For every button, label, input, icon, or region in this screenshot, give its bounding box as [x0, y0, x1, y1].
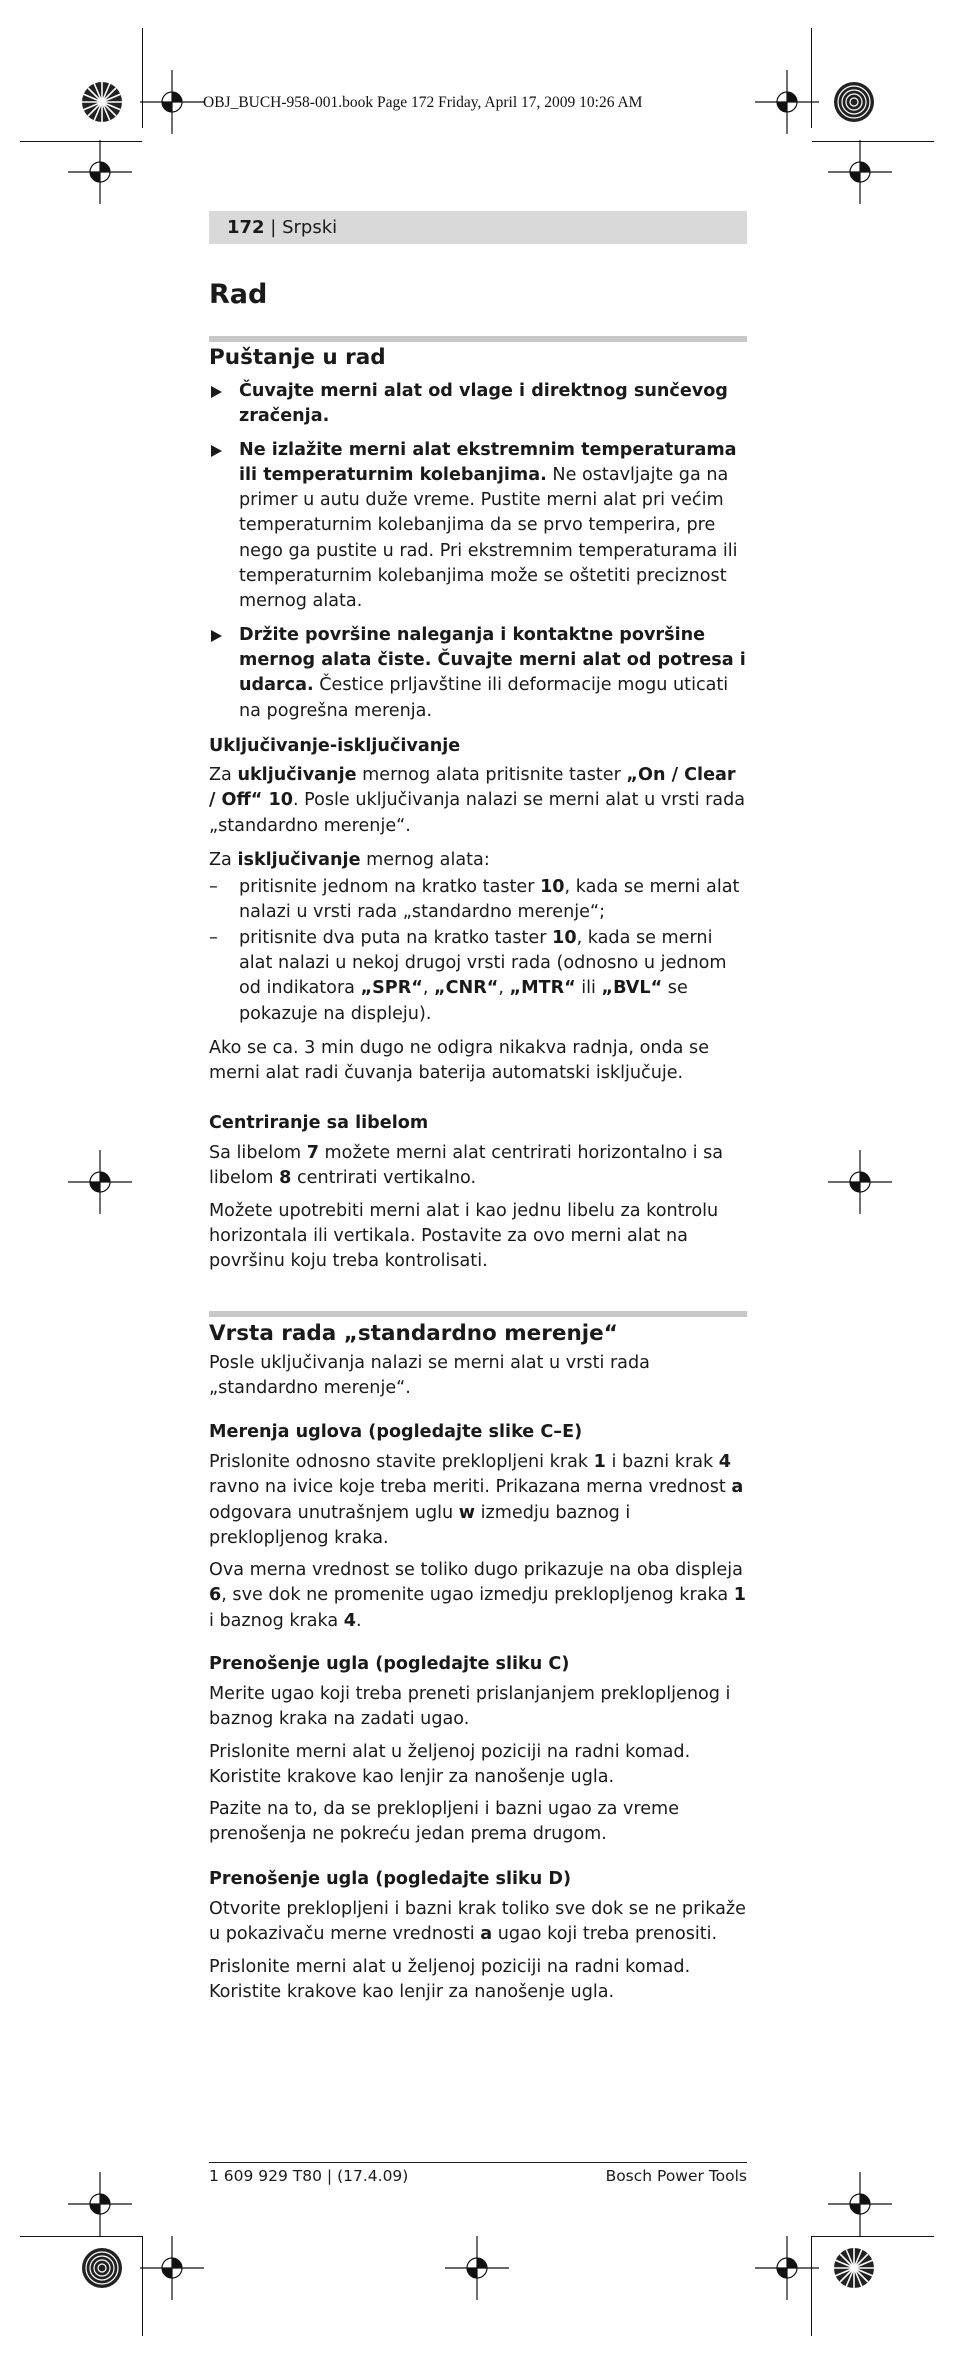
heading-pustanje: Puštanje u rad	[209, 345, 386, 370]
crosshair-mark-right-middle	[828, 1150, 892, 1214]
paragraph: Otvorite preklopljeni i bazni krak toliko sve dok se ne prikaže u pokazivaču merne vrednosti a ugao koji treba prenositi.	[209, 1899, 746, 1945]
heading-prenos-d: Prenošenje ugla (pogledajte sliku D)	[209, 1869, 572, 1889]
starburst-mark-bottom-left	[80, 2246, 124, 2290]
page-header-bar	[209, 211, 747, 244]
section-title: Rad	[209, 279, 268, 310]
heading-onoff: Uključivanje-isključivanje	[209, 736, 461, 756]
page-footer	[209, 2162, 747, 2185]
print-job-header: OBJ_BUCH-958-001.book Page 172 Friday, April 17, 2009 10:26 AM	[203, 94, 643, 111]
list-item: – pritisnite dva puta na kratko taster 10, kada se merni alat nalazi u nekoj drugoj vrsti rada (odnosno u jednom od indikatora „SPR“, „CNR“, „MTR“ ili „BVL“ se pokazuje na displeju).	[209, 927, 727, 1024]
paragraph: Možete upotrebiti merni alat i kao jednu libelu za kontrolu horizontala ili vertikala. Postavite za ovo merni alat na površinu koju treba kontrolisati.	[209, 1200, 719, 1272]
page-language: Srpski	[282, 217, 338, 238]
trim-line	[142, 2236, 143, 2336]
paragraph: Prislonite odnosno stavite preklopljeni krak 1 i bazni krak 4 ravno na ivice koje treba meriti. Prikazana merna vrednost a odgovara unutrašnjem uglu w izmedju baznog i preklopljenog kraka.	[209, 1452, 744, 1548]
heading-libela: Centriranje sa libelom	[209, 1113, 429, 1133]
trim-line	[142, 28, 143, 128]
heading-uglovi: Merenja uglova (pogledajte slike C–E)	[209, 1422, 583, 1442]
trim-line	[811, 28, 812, 128]
bullet-triangle-icon	[211, 630, 222, 642]
starburst-mark-top-left	[80, 80, 124, 124]
list-item	[209, 438, 747, 615]
trim-line	[20, 141, 142, 142]
page-header-separator: |	[264, 217, 283, 238]
crosshair-mark-top-2	[755, 70, 819, 134]
paragraph: Za uključivanje mernog alata pritisnite taster „On / Clear / Off“ 10. Posle uključivanja nalazi se merni alat u vrsti rada „standardno merenje“.	[209, 765, 746, 836]
onoff-body	[209, 763, 747, 1087]
crosshair-mark-left-middle	[68, 1150, 132, 1214]
paragraph: Posle uključivanja nalazi se merni alat u vrsti rada „standardno merenje“.	[209, 1353, 650, 1399]
crosshair-mark-left-bottom	[68, 2172, 132, 2236]
footer-document-number: 1 609 929 T80 | (17.4.09)	[209, 2167, 409, 2185]
crosshair-mark-left-top	[68, 140, 132, 204]
trim-line	[812, 2236, 934, 2237]
paragraph: Merite ugao koji treba preneti prislanjanjem preklopljenog i baznog kraka na zadati ugao.	[209, 1684, 731, 1730]
starburst-mark-bottom-right	[832, 2246, 876, 2290]
bullet-bold-text: Čuvajte merni alat od vlage i direktnog sunčevog zračenja.	[239, 381, 728, 427]
bullet-text: Ne ostavljajte ga na primer u autu duže vreme. Pustite merni alat pri većim temperaturnim kolebanjima da se prvo temperira, pre nego ga pustite u rad. Pri ekstremnim temperaturama ili temperaturnim kolebanjima može se oštetiti preciznost mernog alata.	[239, 464, 738, 612]
bullet-triangle-icon	[211, 386, 222, 398]
page-number: 172	[227, 217, 265, 238]
paragraph: Ova merna vrednost se toliko dugo prikazuje na oba displeja 6, sve dok ne promenite ugao izmedju preklopljenog kraka 1 i baznog kraka 4.	[209, 1560, 746, 1631]
trim-line	[812, 141, 934, 142]
paragraph: Za isključivanje mernog alata:	[209, 849, 490, 870]
list-item: – pritisnite jednom na kratko taster 10, kada se merni alat nalazi u vrsti rada „standardno merenje“;	[209, 877, 740, 923]
crosshair-mark-top-1	[140, 70, 204, 134]
crosshair-mark-right-bottom	[828, 2172, 892, 2236]
starburst-mark-top-right	[832, 80, 876, 124]
bullet-list-safety	[209, 379, 747, 724]
paragraph: Sa libelom 7 možete merni alat centrirati horizontalno i sa libelom 8 centrirati vertikalno.	[209, 1143, 724, 1189]
heading-prenos-c: Prenošenje ugla (pogledajte sliku C)	[209, 1654, 570, 1674]
page-header	[227, 217, 337, 238]
bullet-triangle-icon	[211, 445, 222, 457]
footer-brand: Bosch Power Tools	[605, 2167, 747, 2185]
bullet-bold-text: Držite površine naleganja i kontaktne površine mernog alata čiste. Čuvajte merni alat od potresa i udarca.	[239, 624, 746, 696]
paragraph: Pazite na to, da se preklopljeni i bazni ugao za vreme prenošenja ne pokreću jedan prema drugom.	[209, 1799, 680, 1845]
trim-line	[20, 2236, 142, 2237]
list-item	[209, 379, 747, 430]
paragraph: Ako se ca. 3 min dugo ne odigra nikakva radnja, onda se merni alat radi čuvanja baterija automatski isključuje.	[209, 1037, 710, 1084]
libela-body	[209, 1141, 747, 1274]
bullet-text: Čestice prljavštine ili deformacije mogu uticati na pogrešna merenja.	[239, 675, 729, 721]
heading-standard: Vrsta rada „standardno merenje“	[209, 1321, 618, 1346]
standard-body	[209, 1351, 747, 1402]
section-rule	[209, 1311, 747, 1317]
paragraph: Prislonite merni alat u željenoj poziciji na radni komad. Koristite krakove kao lenjir za nanošenje ugla.	[209, 1956, 691, 2002]
prenos-c-body	[209, 1682, 747, 1848]
trim-line	[811, 2236, 812, 2336]
bullet-bold-text: Ne izlažite merni alat ekstremnim temperaturama ili temperaturnim kolebanjima.	[239, 439, 737, 485]
prenos-d-body	[209, 1897, 747, 2005]
uglovi-body	[209, 1450, 747, 1634]
crosshair-mark-right-top	[828, 140, 892, 204]
crosshair-mark-bottom-2	[755, 2236, 819, 2300]
crosshair-mark-bottom-1	[140, 2236, 204, 2300]
list-item	[209, 623, 747, 724]
crosshair-mark-bottom-center	[445, 2236, 509, 2300]
paragraph: Prislonite merni alat u željenoj poziciji na radni komad. Koristite krakove kao lenjir za nanošenje ugla.	[209, 1741, 691, 1787]
section-rule	[209, 336, 747, 342]
